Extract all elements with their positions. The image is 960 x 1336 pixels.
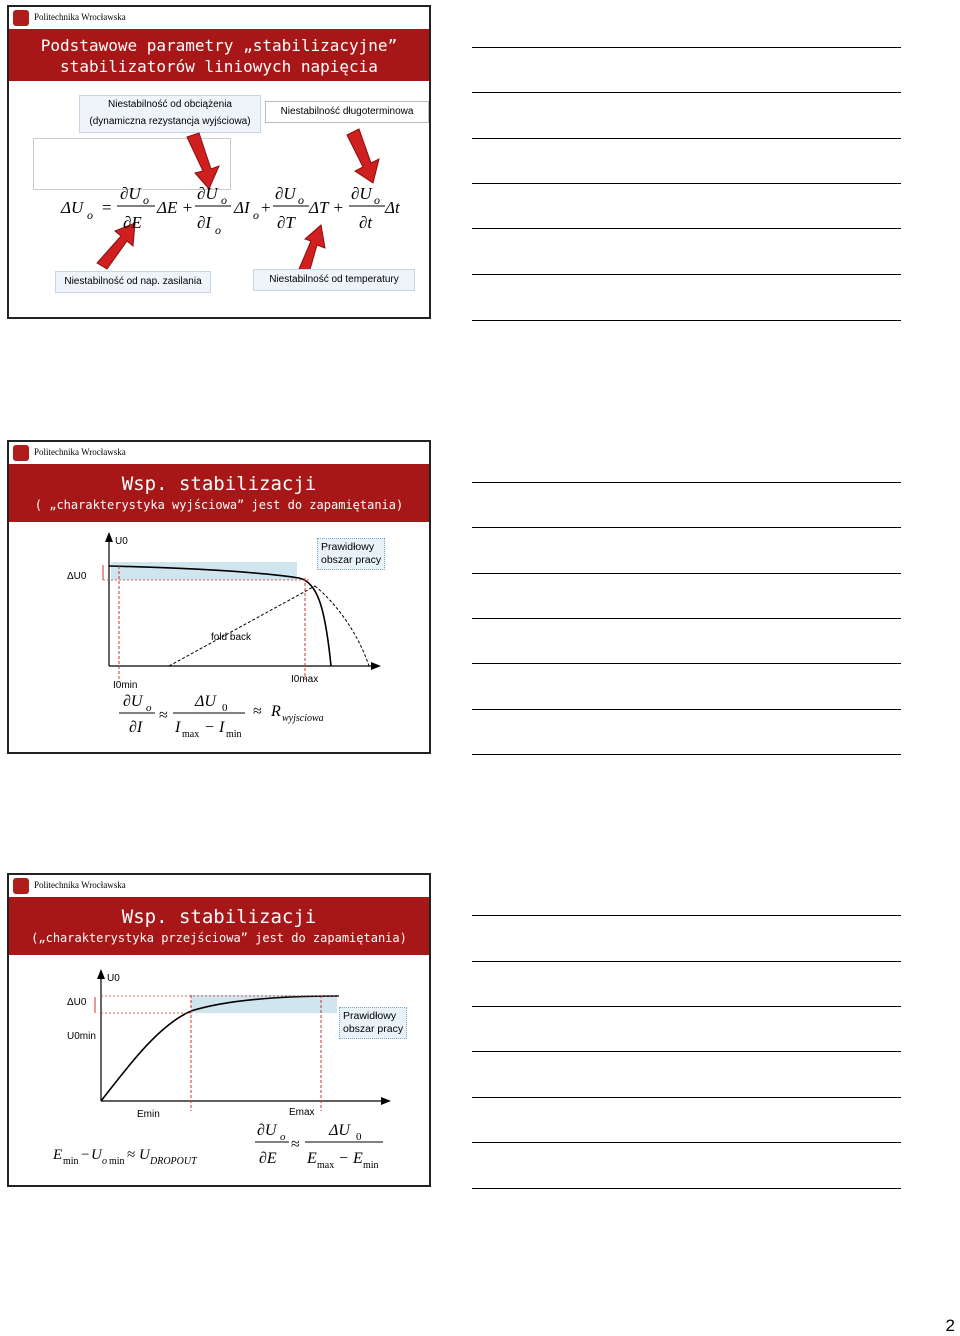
svg-text:0: 0 [356, 1131, 362, 1143]
svg-text:E: E [53, 1147, 63, 1163]
line-regulation-formula [9, 1115, 431, 1175]
institution-name: Politechnika Wrocławska [34, 12, 126, 22]
svg-text:Δt: Δt [385, 198, 400, 217]
note-line [472, 961, 901, 962]
svg-text:ΔI: ΔI [234, 198, 250, 217]
svg-text:ΔU: ΔU [329, 1122, 350, 1139]
working-region-highlight [191, 995, 337, 1013]
emin-label: Emin [137, 1109, 160, 1120]
svg-text:∂I: ∂I [129, 719, 143, 736]
note-line [472, 183, 901, 184]
svg-text:ΔU: ΔU [61, 198, 84, 217]
svg-text:o: o [146, 702, 152, 714]
note-line [472, 138, 901, 139]
svg-text:wyjsciowa: wyjsciowa [282, 713, 324, 724]
svg-text:R: R [271, 703, 281, 720]
note-line [472, 92, 901, 93]
foldback-line [169, 586, 315, 666]
svg-text:DROPOUT: DROPOUT [150, 1156, 197, 1167]
load-instability-sub: (dynamiczna rezystancja wyjściowa) [89, 116, 251, 127]
note-line [472, 1097, 901, 1098]
supply-instability-label: Niestabilność od nap. zasilania [64, 276, 202, 287]
svg-text:∂I: ∂I [197, 213, 212, 232]
svg-text:∂U: ∂U [120, 184, 141, 203]
arrow-longterm-icon [347, 129, 379, 183]
svg-text:U: U [91, 1147, 102, 1163]
university-logo-icon [13, 878, 29, 894]
note-line [472, 573, 901, 574]
slide-subtitle: ( „charakterystyka wyjściowa” jest do zapamiętania) [34, 498, 404, 512]
slide-3 [7, 873, 431, 1187]
svg-text:ΔE +: ΔE + [157, 198, 194, 217]
note-line [472, 228, 901, 229]
delta-u-label: ΔU0 [67, 997, 87, 1008]
svg-text:o: o [253, 208, 259, 222]
svg-text:≈: ≈ [127, 1147, 136, 1163]
svg-text:I: I [219, 719, 225, 736]
institution-name: Politechnika Wrocławska [34, 447, 126, 457]
output-resistance-formula [9, 688, 431, 748]
working-region-label [317, 538, 385, 570]
y-axis-label: U0 [115, 536, 128, 547]
imin-label: I0min [113, 680, 138, 691]
svg-text:max: max [182, 729, 200, 740]
working-region-highlight [111, 562, 297, 580]
foldback-curve [315, 586, 369, 666]
note-line [472, 482, 901, 483]
y-axis-label: U0 [107, 973, 120, 984]
slide-title-line-2: stabilizatorów liniowych napięcia [60, 57, 378, 76]
svg-text:I: I [175, 719, 181, 736]
note-line [472, 1006, 901, 1007]
svg-text:o: o [215, 223, 221, 237]
svg-text:o: o [87, 208, 93, 222]
slide-2 [7, 440, 431, 754]
u0min-label: U0min [67, 1031, 96, 1042]
arrow-load-icon [187, 133, 219, 189]
svg-text:∂T: ∂T [277, 213, 295, 232]
slide-header [9, 875, 429, 897]
svg-text:∂U: ∂U [123, 693, 143, 710]
svg-text:min: min [363, 1160, 379, 1171]
slide-header [9, 442, 429, 464]
svg-text:∂U: ∂U [351, 184, 372, 203]
note-line [472, 1051, 901, 1052]
longterm-instability-label: Niestabilność długoterminowa [280, 106, 414, 117]
transfer-characteristic-diagram [9, 955, 431, 1125]
svg-text:E: E [353, 1150, 363, 1167]
page-number: 2 [945, 1316, 955, 1335]
svg-text:max: max [317, 1160, 335, 1171]
emax-label: Emax [289, 1107, 315, 1118]
institution-name: Politechnika Wrocławska [34, 880, 126, 890]
svg-text:∂t: ∂t [359, 213, 373, 232]
working-region-label-1: Prawidłowy [343, 1010, 397, 1022]
slide-title-text: Wsp. stabilizacji [121, 906, 317, 928]
note-line [472, 1142, 901, 1143]
svg-text:∂E: ∂E [123, 213, 142, 232]
svg-text:o: o [102, 1156, 107, 1167]
note-line [472, 47, 901, 48]
note-line [472, 527, 901, 528]
svg-text:o: o [298, 193, 304, 207]
svg-text:o: o [374, 193, 380, 207]
svg-text:min: min [63, 1156, 79, 1167]
note-line [472, 618, 901, 619]
svg-text:−: − [81, 1147, 90, 1163]
svg-text:ΔU: ΔU [195, 693, 216, 710]
svg-text:o: o [221, 193, 227, 207]
svg-text:=: = [102, 198, 112, 217]
foldback-label: fold back [211, 632, 252, 643]
university-logo-icon [13, 445, 29, 461]
note-line [472, 663, 901, 664]
svg-text:≈: ≈ [253, 703, 262, 720]
slide-title [9, 897, 429, 955]
svg-text:∂U: ∂U [257, 1122, 277, 1139]
note-line [472, 709, 901, 710]
working-region-label [339, 1007, 407, 1039]
svg-text:min: min [109, 1156, 125, 1167]
slide-1 [7, 5, 431, 319]
delta-u-label: ΔU0 [67, 571, 87, 582]
load-instability-label: Niestabilność od obciążenia [108, 99, 232, 110]
output-curve [109, 566, 331, 666]
svg-text:∂U: ∂U [197, 184, 218, 203]
note-line [472, 915, 901, 916]
svg-text:U: U [139, 1147, 150, 1163]
svg-text:+: + [261, 198, 271, 217]
svg-text:0: 0 [222, 702, 228, 714]
arrow-temperature-icon [299, 225, 325, 273]
note-line [472, 1188, 901, 1189]
temperature-instability-box [253, 269, 415, 291]
working-region-label-2: obszar pracy [321, 554, 382, 566]
svg-text:min: min [226, 729, 242, 740]
svg-text:−: − [205, 719, 215, 736]
supply-instability-box [55, 271, 211, 293]
note-line [472, 754, 901, 755]
slide-title [9, 464, 429, 522]
svg-text:≈: ≈ [159, 707, 168, 724]
svg-text:∂E: ∂E [259, 1150, 277, 1167]
slide-title-text: Wsp. stabilizacji [121, 473, 317, 495]
temperature-instability-label: Niestabilność od temperatury [269, 274, 399, 285]
imax-label: I0max [291, 674, 319, 685]
svg-text:o: o [143, 193, 149, 207]
note-line [472, 320, 901, 321]
svg-text:o: o [280, 1131, 286, 1143]
svg-text:ΔT +: ΔT + [309, 198, 344, 217]
svg-text:≈: ≈ [291, 1136, 300, 1153]
svg-text:−: − [339, 1150, 349, 1167]
svg-text:E: E [307, 1150, 317, 1167]
slide-title-line-1: Podstawowe parametry „stabilizacyjne” [40, 36, 398, 55]
note-line [472, 274, 901, 275]
working-region-label-2: obszar pracy [343, 1023, 404, 1035]
slide-subtitle: („charakterystyka przejściowa” jest do zapamiętania) [31, 931, 407, 945]
svg-text:∂U: ∂U [275, 184, 296, 203]
working-region-label-1: Prawidłowy [321, 541, 375, 553]
